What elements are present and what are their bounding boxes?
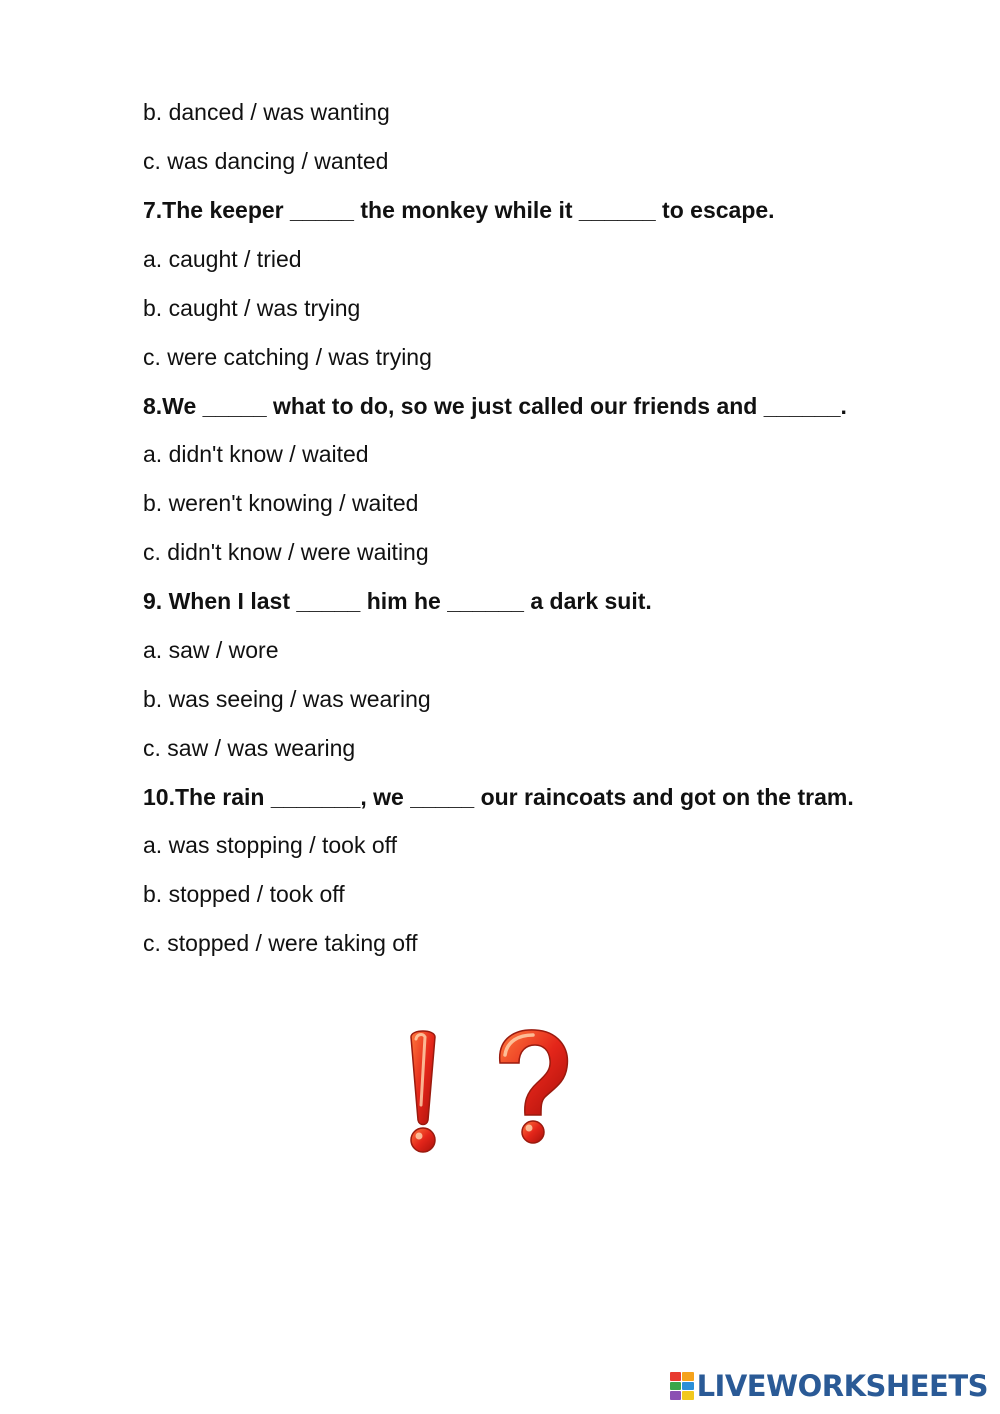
option-10c: c. stopped / were taking off: [143, 930, 418, 956]
exclamation-question-illustration: [395, 1025, 585, 1160]
option-9a: a. saw / wore: [143, 637, 279, 663]
question-10: 10.The rain _______, we _____ our raincoats and got on the tram.: [143, 784, 854, 810]
option-7a: a. caught / tried: [143, 246, 302, 272]
option-9b: b. was seeing / was wearing: [143, 686, 431, 712]
liveworksheets-logo: [670, 1366, 988, 1406]
question-icon: [500, 1030, 568, 1143]
option-10b: b. stopped / took off: [143, 881, 345, 907]
option-8b: b. weren't knowing / waited: [143, 490, 419, 516]
option-9c: c. saw / was wearing: [143, 735, 356, 761]
option-8c: c. didn't know / were waiting: [143, 539, 429, 565]
option-8a: a. didn't know / waited: [143, 441, 369, 467]
option-7b: b. caught / was trying: [143, 295, 361, 321]
question-9: 9. When I last _____ him he ______ a dark suit.: [143, 588, 652, 614]
question-7: 7.The keeper _____ the monkey while it ______ to escape.: [143, 197, 775, 223]
logo-tiles-icon: [670, 1372, 694, 1400]
brand-name: LIVEWORKSHEETS: [696, 1369, 988, 1403]
exclamation-icon: [411, 1031, 435, 1152]
option-6c: c. was dancing / wanted: [143, 148, 389, 174]
option-7c: c. were catching / was trying: [143, 344, 432, 370]
option-6b: b. danced / was wanting: [143, 99, 390, 125]
question-8: 8.We _____ what to do, so we just called our friends and ______.: [143, 393, 847, 419]
option-10a: a. was stopping / took off: [143, 832, 398, 858]
